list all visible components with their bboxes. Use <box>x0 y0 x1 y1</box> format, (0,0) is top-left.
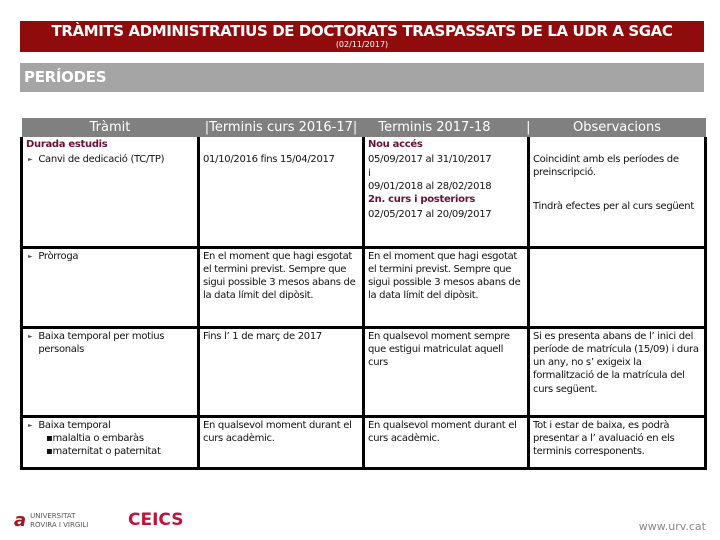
table-cell: ► Pròrroga <box>22 247 199 327</box>
table-cell <box>529 247 706 327</box>
table-row <box>22 416 706 468</box>
header-observacions: Observacions <box>529 118 706 137</box>
periods-table <box>20 118 707 470</box>
header-2016: |Terminis curs 2016-17| <box>199 118 364 137</box>
section-title: PERÍODES <box>20 63 704 92</box>
ceics-logo: CEICS <box>128 510 184 530</box>
table-cell: Tot i estar de baixa, es podrà presentar a l’ avaluació en els terminis corresponents. <box>529 416 706 468</box>
urv-logo-icon: a <box>14 510 27 531</box>
table-cell: Si es presenta abans de l’ inici del període de matrícula (15/09) i dura un any, no s’ exigeix la formalització de la matrícula del curs següent. <box>529 327 706 416</box>
header-2017: Terminis 2017-18 | <box>364 118 529 137</box>
table-cell: En el moment que hagi esgotat el termini previst. Sempre que sigui possible 3 mesos abans de la data límit del dipòsit. <box>364 247 529 327</box>
table-cell: Coincidint amb els períodes de preinscripció. Tindrà efectes per al curs següent <box>529 137 706 247</box>
title-banner <box>20 21 704 52</box>
table-row <box>22 137 706 247</box>
urv-logo: a UNIVERSITAT ROVIRA I VIRGILI <box>14 510 89 531</box>
group-label: Durada estudis <box>26 139 108 150</box>
table-cell: En qualsevol moment durant el curs acadèmic. <box>199 416 364 468</box>
header-tramit: Tràmit <box>22 118 199 137</box>
table-cell: ► Baixa temporal per motius personals <box>22 327 199 416</box>
table-cell: En qualsevol moment durant el curs acadèmic. <box>364 416 529 468</box>
table-row <box>22 247 706 327</box>
table-cell: Durada estudis ► Canvi de dedicació (TC/TP) <box>22 137 199 247</box>
table-cell: 01/10/2016 fins 15/04/2017 <box>199 137 364 247</box>
date: (02/11/2017) <box>335 40 389 49</box>
table-cell: En qualsevol moment sempre que estigui matriculat aquell curs <box>364 327 529 416</box>
table-cell: En el moment que hagi esgotat el termini previst. Sempre que sigui possible 3 mesos abans de la data límit del dipòsit. <box>199 247 364 327</box>
website-url[interactable]: www.urv.cat <box>638 520 706 533</box>
table-cell: Fins l’ 1 de març de 2017 <box>199 327 364 416</box>
table-row <box>22 327 706 416</box>
page-title: TRÀMITS ADMINISTRATIUS DE DOCTORATS TRASPASSATS DE LA UDR A SGAC <box>51 22 673 40</box>
table-cell: Nou accés 05/09/2017 al 31/10/2017 i 09/01/2018 al 28/02/2018 2n. curs i posteriors 02/05/2017 al 20/09/2017 <box>364 137 529 247</box>
table-cell: ► Baixa temporal ▪malaltia o embaràs ▪maternitat o paternitat <box>22 416 199 468</box>
